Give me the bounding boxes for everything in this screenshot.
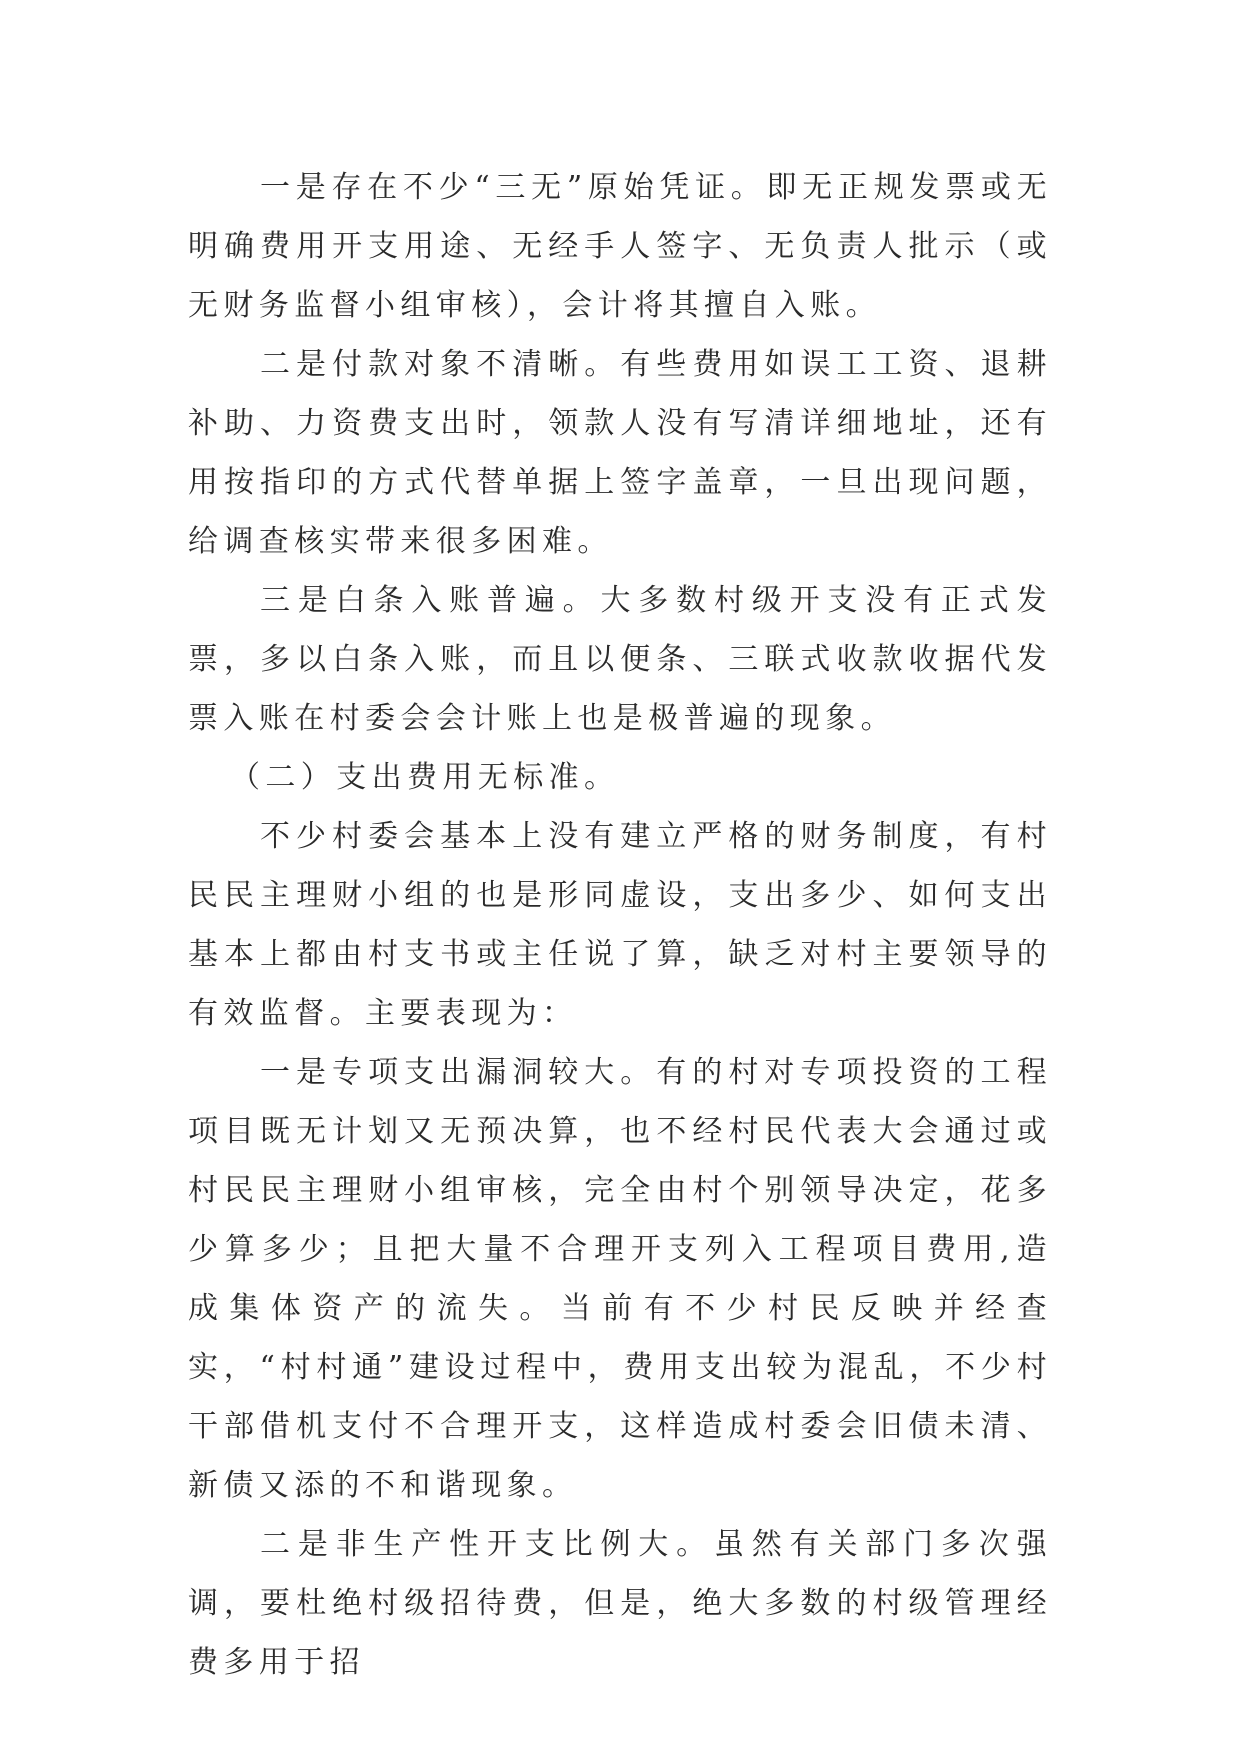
paragraph-unclear-payee: 二是付款对象不清晰。有些费用如误工工资、退耕补助、力资费支出时，领款人没有写清详细地址，还有用按指印的方式代替单据上签字盖章，一旦出现问题，给调查核实带来很多困难。 bbox=[188, 347, 1052, 559]
paragraph-three-no-vouchers: 一是存在不少“三无”原始凭证。即无正规发票或无明确费用开支用途、无经手人签字、无负责人批示（或无财务监督小组审核），会计将其擅自入账。 bbox=[188, 170, 1052, 323]
section-heading-no-expense-standard: （二）支出费用无标准。 bbox=[230, 760, 620, 795]
paragraph-white-slip-entries: 三是白条入账普遍。大多数村级开支没有正式发票，多以白条入账，而且以便条、三联式收款收据代发票入账在村委会会计账上也是极普遍的现象。 bbox=[188, 583, 1052, 736]
paragraph-special-expenditure-loopholes: 一是专项支出漏洞较大。有的村对专项投资的工程项目既无计划又无预决算，也不经村民代表大会通过或村民民主理财小组审核，完全由村个别领导决定，花多少算多少；且把大量不合理开支列入工程项目费用,造成集体资产的流失。当前有不少村民反映并经查实，“村村通”建设过程中，费用支出较为混乱，不少村干部借机支付不合理开支，这样造成村委会旧债未清、新债又添的不和谐现象。 bbox=[188, 1055, 1052, 1503]
document-body bbox=[188, 158, 1052, 1692]
paragraph-no-financial-system: 不少村委会基本上没有建立严格的财务制度，有村民民主理财小组的也是形同虚设，支出多少、如何支出基本上都由村支书或主任说了算，缺乏对村主要领导的有效监督。主要表现为： bbox=[188, 819, 1052, 1031]
paragraph-non-productive-spending: 二是非生产性开支比例大。虽然有关部门多次强调，要杜绝村级招待费，但是，绝大多数的村级管理经费多用于招 bbox=[188, 1527, 1052, 1680]
